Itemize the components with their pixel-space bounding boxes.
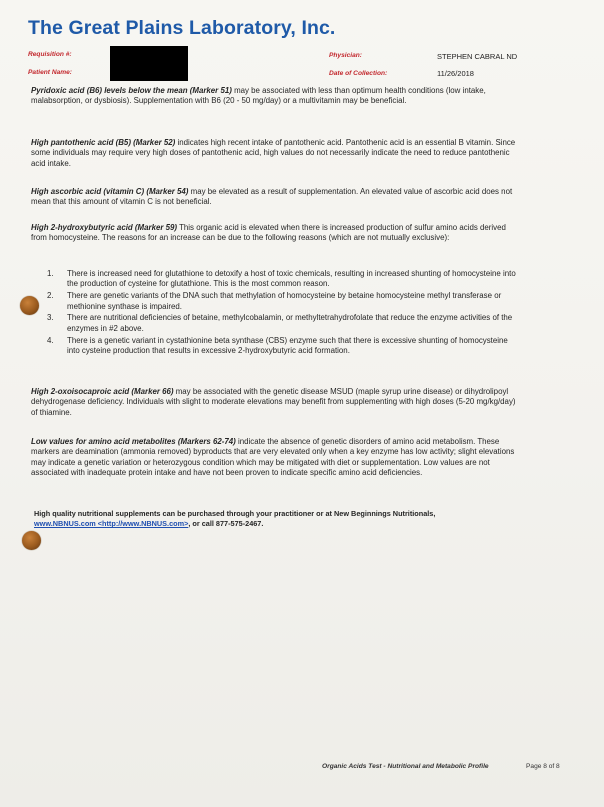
paragraph-pyridoxic-acid	[31, 86, 521, 107]
paragraph-body: may be associated with the genetic disease MSUD (maple syrup urine disease) or dihydrolipoyl dehydrogenase deficiency. Individuals with slight to moderate elevations may benefit from supplementing with high doses (5-20 mg/kg/day) of thiamine.	[31, 387, 516, 417]
paragraph-lead: High pantothenic acid (B5) (Marker 52)	[31, 138, 176, 147]
punch-hole	[20, 296, 39, 315]
list-item-text: There are nutritional deficiencies of betaine, methylcobalamin, or methyltetrahydrofolate that reduce the enzyme activities of the enzymes in #2 above.	[67, 313, 513, 333]
supplement-note-phone: , or call 877-575-2467.	[188, 519, 264, 529]
collection-date-label: Date of Collection:	[329, 70, 388, 77]
physician-value: STEPHEN CABRAL ND	[437, 52, 518, 61]
paragraph-body: indicate the absence of genetic disorders of amino acid metabolism. These markers are deamination (ammonia removed) byproducts that are very elevated only when a key enzyme has low activity; slight elevations may indicate a genetic variation or heterozygous condition which may be mitigated with diet or supplementation. Low values are not associated with inadequate protein intake and have not been proven to indicate specific amino acid deficiencies.	[31, 437, 515, 478]
collection-date-value: 11/26/2018	[437, 69, 474, 78]
paragraph-lead: Low values for amino acid metabolites (Markers 62-74)	[31, 437, 236, 446]
physician-label: Physician:	[329, 52, 362, 59]
paragraph-2-hydroxybutyric-acid	[31, 223, 521, 244]
paragraph-lead: High 2-hydroxybutyric acid (Marker 59)	[31, 223, 178, 232]
list-item-number: 4.	[47, 335, 54, 345]
list-item-number: 2.	[47, 291, 54, 301]
paragraph-body: indicates high recent intake of pantothenic acid. Pantothenic acid is an essential B vitamin. Since some individuals may require very high doses of pantothenic acid, high values do not necessarily indicate the need to reduce pantothenic acid intake.	[31, 138, 516, 168]
paragraph-body: may be associated with less than optimum health conditions (low intake, malabsorption, or dysbiosis). Supplementation with B6 (20 - 50 mg/day) or a multivitamin may be beneficial.	[31, 86, 486, 106]
list-item	[47, 313, 519, 334]
list-item	[47, 336, 519, 357]
list-item-number: 1.	[47, 269, 54, 278]
footer-test-name: Organic Acids Test - Nutritional and Metabolic Profile	[322, 763, 489, 770]
paragraph-amino-acid-metabolites	[31, 437, 521, 479]
list-item	[47, 269, 519, 290]
redaction-box	[110, 46, 188, 81]
patient-name-label: Patient Name:	[28, 69, 72, 76]
requisition-label: Requisition #:	[28, 51, 72, 58]
list-item-text: There is increased need for glutathione to detoxify a host of toxic chemicals, resulting in increased shunting of homocysteine into the production of cysteine for glutathione. This is the most common reason.	[67, 269, 516, 289]
footer-page-number: Page 8 of 8	[526, 763, 560, 770]
list-item-text: There is a genetic variant in cystathionine beta synthase (CBS) enzyme such that there is excessive shunting of homocysteine into cysteine production that results in excessive 2-hydroxybutyric acid formation.	[67, 335, 508, 356]
paragraph-lead: Pyridoxic acid (B6) levels below the mean (Marker 51)	[31, 86, 232, 95]
paragraph-body: may be elevated as a result of supplementation. An elevated value of ascorbic acid does not mean that this amount of vitamin C is not beneficial.	[31, 187, 513, 207]
lab-name-title: The Great Plains Laboratory, Inc.	[28, 17, 336, 39]
paragraph-body: This organic acid is elevated when there is increased production of sulfur amino acids derived from homocysteine. The reasons for an increase can be due to the following reasons (which are not mutually exclusive):	[31, 223, 506, 243]
list-item	[47, 291, 519, 312]
list-item-number: 3.	[47, 313, 54, 323]
paragraph-2-oxoisocaproic-acid	[31, 387, 521, 418]
supplement-note	[34, 509, 514, 529]
paragraph-pantothenic-acid	[31, 138, 521, 169]
paragraph-lead: High 2-oxoisocaproic acid (Marker 66)	[31, 387, 174, 396]
paragraph-lead: High ascorbic acid (vitamin C) (Marker 54)	[31, 187, 189, 196]
list-item-text: There are genetic variants of the DNA such that methylation of homocysteine by betaine homocysteine methyl transferase or methionine synthase is impaired.	[67, 291, 502, 311]
punch-hole	[22, 531, 41, 550]
supplement-note-text: High quality nutritional supplements can be purchased through your practitioner or at New Beginnings Nutritionals,	[34, 509, 436, 518]
reasons-list	[47, 269, 519, 358]
paragraph-ascorbic-acid	[31, 187, 521, 208]
nbnus-link[interactable]: www.NBNUS.com <http://www.NBNUS.com>	[34, 519, 189, 529]
